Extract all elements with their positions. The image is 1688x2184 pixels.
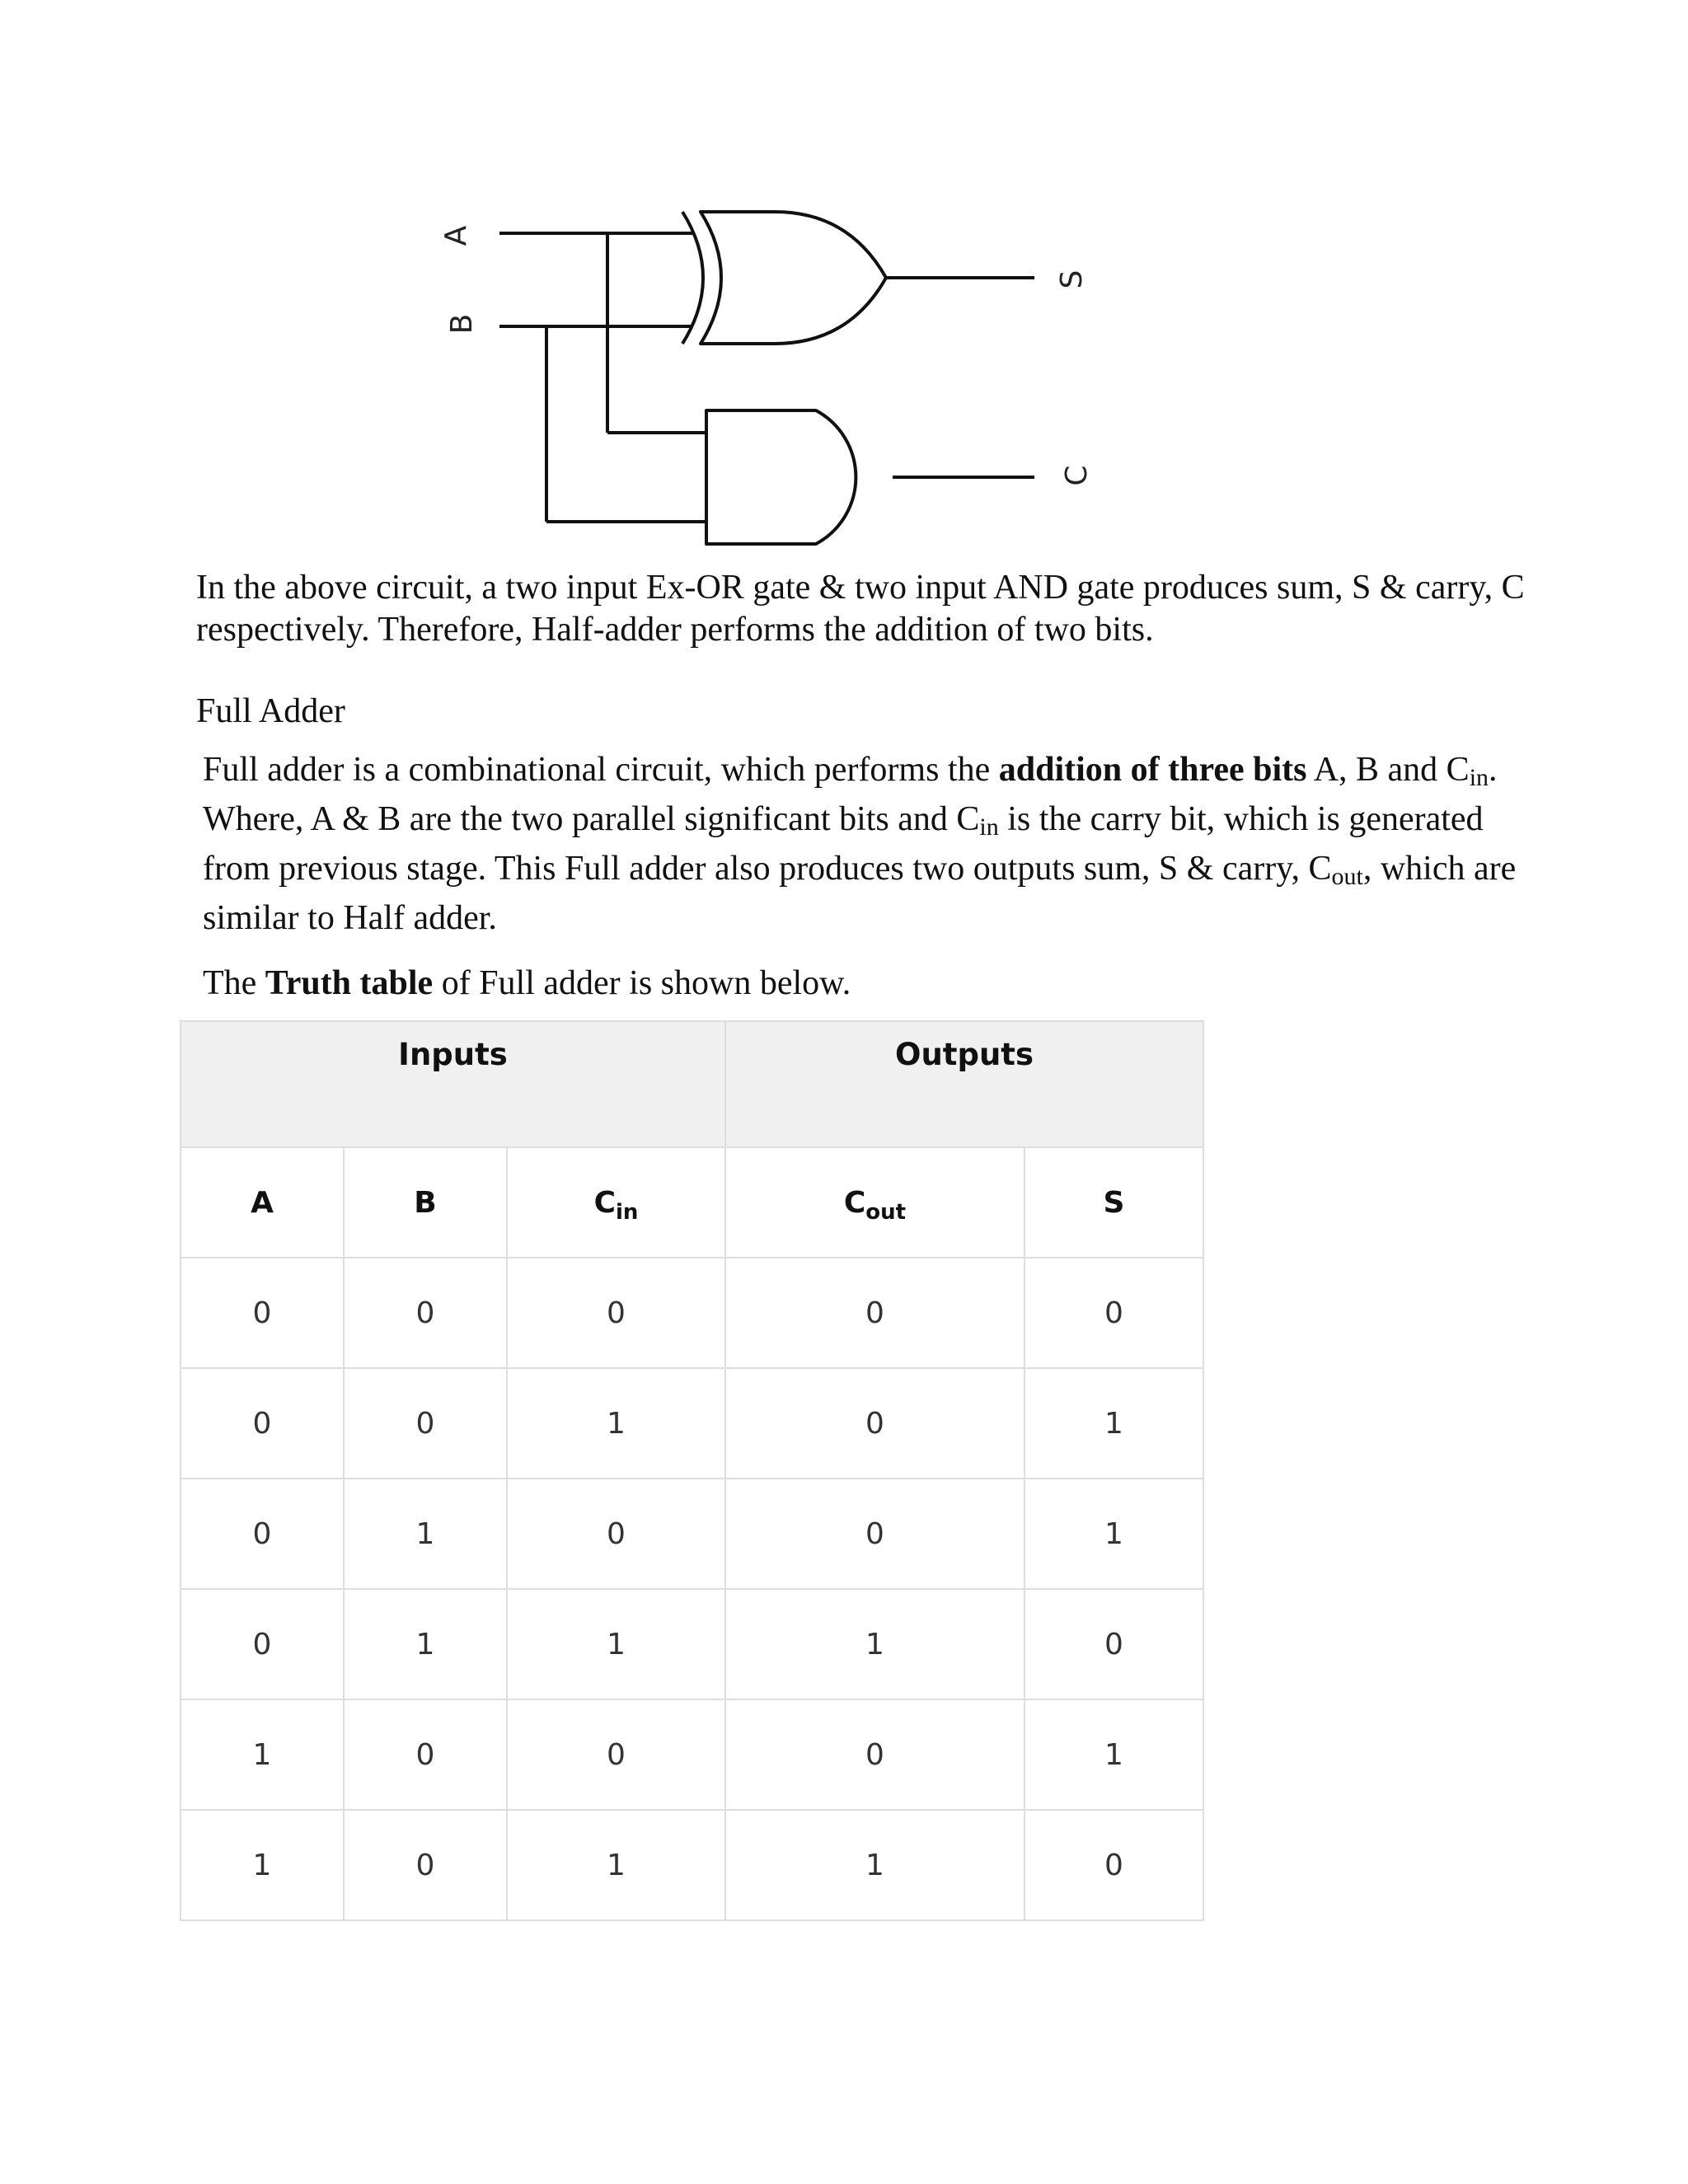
cell: 0 — [507, 1699, 725, 1810]
cell: 0 — [507, 1258, 725, 1368]
col-header-a: A — [181, 1147, 344, 1258]
full-adder-para-line1 — [203, 745, 1498, 794]
cell: 0 — [181, 1258, 344, 1368]
label-s: S — [1055, 269, 1089, 289]
label-a: A — [439, 225, 473, 246]
table-column-header-row — [181, 1147, 1203, 1258]
col-header-b: B — [344, 1147, 507, 1258]
cell: 0 — [1025, 1810, 1203, 1920]
cell: 1 — [725, 1810, 1025, 1920]
full-adder-para-line2 — [203, 794, 1484, 844]
table-row — [181, 1258, 1203, 1368]
cell: 1 — [181, 1699, 344, 1810]
cell: 0 — [1025, 1589, 1203, 1699]
cell: 1 — [507, 1368, 725, 1479]
cell: 0 — [181, 1589, 344, 1699]
cell: 0 — [725, 1368, 1025, 1479]
bold-addition-of-three-bits: addition of three bits — [998, 751, 1307, 789]
label-c: C — [1060, 465, 1094, 486]
half-adder-description-line1: In the above circuit, a two input Ex-OR gate & two input AND gate produces sum, S & carry, C — [196, 569, 1525, 607]
cell: 0 — [344, 1258, 507, 1368]
cell: 1 — [1025, 1479, 1203, 1589]
text-span: A, B and $C_{in}$. — [1313, 751, 1498, 791]
col-header-cout: $C_{out}$ — [725, 1147, 1025, 1258]
table-row — [181, 1479, 1203, 1589]
cell: 1 — [1025, 1368, 1203, 1479]
and-gate — [706, 410, 856, 544]
truth-table-intro: The Truth table of Full adder is shown below. — [203, 964, 851, 1002]
cell: 0 — [181, 1368, 344, 1479]
table-group-header-row — [181, 1021, 1203, 1147]
bold-truth-table: Truth table — [265, 964, 434, 1002]
full-adder-para-line4: similar to Half adder. — [203, 899, 497, 937]
table-row — [181, 1368, 1203, 1479]
cell: 1 — [1025, 1699, 1203, 1810]
cell: 0 — [344, 1699, 507, 1810]
header-outputs: Outputs — [725, 1021, 1203, 1147]
cell: 0 — [725, 1699, 1025, 1810]
cell: 1 — [507, 1810, 725, 1920]
table-row — [181, 1699, 1203, 1810]
cell: 1 — [725, 1589, 1025, 1699]
label-b: B — [445, 313, 479, 335]
col-header-s: S — [1025, 1147, 1203, 1258]
cell: 0 — [725, 1258, 1025, 1368]
full-adder-heading: Full Adder — [196, 692, 345, 730]
col-header-cin: $C_{in}$ — [507, 1147, 725, 1258]
text-span: is the carry bit, which is generated — [1007, 800, 1484, 838]
table-row — [181, 1810, 1203, 1920]
header-inputs: Inputs — [181, 1021, 725, 1147]
text-span: from previous stage. This Full adder also produces two outputs sum, S & carry, $C_{out}$, which are — [203, 850, 1517, 890]
cell: 0 — [344, 1368, 507, 1479]
cell: 0 — [507, 1479, 725, 1589]
text-span: Full adder is a combinational circuit, which performs the — [203, 751, 991, 789]
truth-table — [180, 1020, 1204, 1921]
cell: 1 — [344, 1589, 507, 1699]
text-span: Where, A & B are the two parallel significant bits and $C_{in}$ — [203, 800, 999, 841]
cell: 0 — [344, 1810, 507, 1920]
half-adder-circuit-diagram — [0, 0, 1688, 577]
cell: 1 — [181, 1810, 344, 1920]
cell: 1 — [344, 1479, 507, 1589]
half-adder-description-line2: respectively. Therefore, Half-adder performs the addition of two bits. — [196, 611, 1154, 649]
cell: 0 — [1025, 1258, 1203, 1368]
xor-gate — [701, 212, 886, 344]
full-adder-para-line3 — [203, 844, 1517, 893]
table-row — [181, 1589, 1203, 1699]
cell: 0 — [725, 1479, 1025, 1589]
cell: 1 — [507, 1589, 725, 1699]
cell: 0 — [181, 1479, 344, 1589]
